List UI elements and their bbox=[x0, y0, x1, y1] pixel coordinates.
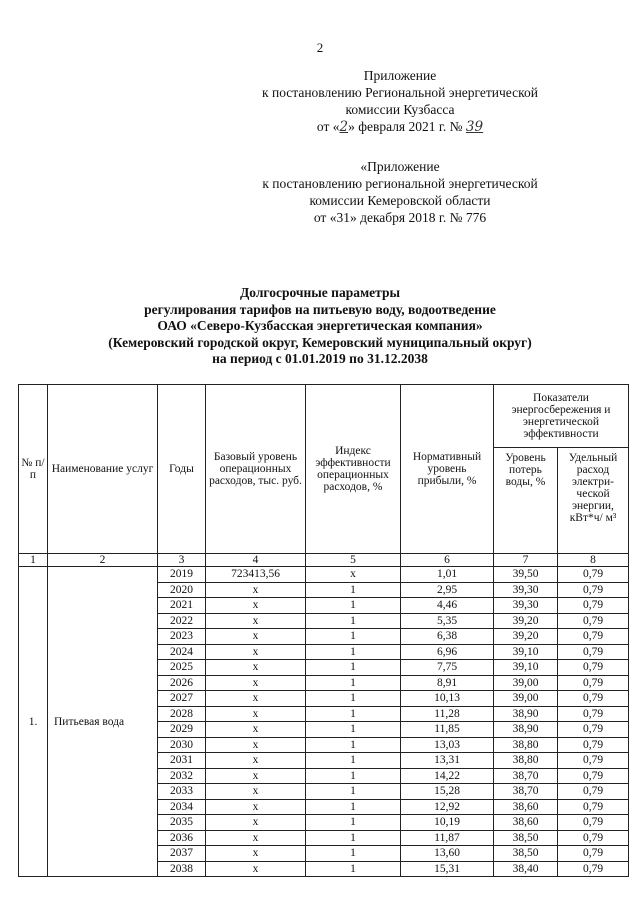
cell-profit-level: 14,22 bbox=[401, 768, 494, 784]
cell-energy-consumption: 0,79 bbox=[558, 753, 629, 769]
cell-base-costs: х bbox=[206, 753, 306, 769]
cell-energy-consumption: 0,79 bbox=[558, 644, 629, 660]
cell-energy-consumption: 0,79 bbox=[558, 722, 629, 738]
cell-energy-consumption: 0,79 bbox=[558, 691, 629, 707]
cell-year: 2022 bbox=[158, 613, 206, 629]
appendix-header-new bbox=[240, 67, 560, 136]
cell-profit-level: 6,96 bbox=[401, 644, 494, 660]
cell-efficiency-index: 1 bbox=[306, 768, 401, 784]
cell-efficiency-index: 1 bbox=[306, 737, 401, 753]
column-number: 4 bbox=[206, 554, 306, 567]
appendix-line: «Приложение bbox=[360, 159, 440, 174]
cell-water-losses: 38,70 bbox=[494, 784, 558, 800]
title-line: регулирования тарифов на питьевую воду, водоотведение bbox=[144, 301, 496, 317]
cell-base-costs: х bbox=[206, 815, 306, 831]
cell-efficiency-index: 1 bbox=[306, 629, 401, 645]
cell-energy-consumption: 0,79 bbox=[558, 830, 629, 846]
cell-base-costs: х bbox=[206, 675, 306, 691]
cell-energy-consumption: 0,79 bbox=[558, 629, 629, 645]
cell-efficiency-index: 1 bbox=[306, 753, 401, 769]
cell-efficiency-index: 1 bbox=[306, 660, 401, 676]
cell-base-costs: х bbox=[206, 846, 306, 862]
cell-efficiency-index: 1 bbox=[306, 644, 401, 660]
table-row bbox=[19, 567, 629, 583]
cell-efficiency-index: 1 bbox=[306, 691, 401, 707]
cell-efficiency-index: 1 bbox=[306, 799, 401, 815]
cell-water-losses: 38,90 bbox=[494, 722, 558, 738]
cell-water-losses: 38,50 bbox=[494, 830, 558, 846]
cell-profit-level: 13,03 bbox=[401, 737, 494, 753]
cell-energy-consumption: 0,79 bbox=[558, 768, 629, 784]
cell-water-losses: 38,70 bbox=[494, 768, 558, 784]
appendix-line: комиссии Кемеровской области bbox=[309, 193, 491, 208]
header-energy-consumption: Удельный расход электри-ческой энергии, кВт*ч/ м³ bbox=[558, 448, 629, 554]
cell-base-costs: х bbox=[206, 706, 306, 722]
cell-energy-consumption: 0,79 bbox=[558, 784, 629, 800]
cell-water-losses: 38,50 bbox=[494, 846, 558, 862]
handwritten-day: 2 bbox=[339, 119, 349, 135]
cell-efficiency-index: 1 bbox=[306, 722, 401, 738]
cell-efficiency-index: 1 bbox=[306, 830, 401, 846]
cell-year: 2026 bbox=[158, 675, 206, 691]
cell-water-losses: 39,30 bbox=[494, 582, 558, 598]
cell-year: 2021 bbox=[158, 598, 206, 614]
cell-efficiency-index: х bbox=[306, 567, 401, 583]
cell-profit-level: 15,31 bbox=[401, 861, 494, 877]
cell-energy-consumption: 0,79 bbox=[558, 846, 629, 862]
cell-water-losses: 38,40 bbox=[494, 861, 558, 877]
cell-base-costs: х bbox=[206, 737, 306, 753]
cell-year: 2024 bbox=[158, 644, 206, 660]
title-line: на период с 01.01.2019 по 31.12.2038 bbox=[212, 351, 428, 366]
cell-profit-level: 11,85 bbox=[401, 722, 494, 738]
cell-energy-consumption: 0,79 bbox=[558, 815, 629, 831]
header-base-costs: Базовый уровень операционных расходов, тыс. руб. bbox=[206, 385, 306, 554]
header-profit: Нормативный уровень прибыли, % bbox=[401, 385, 494, 554]
cell-water-losses: 38,80 bbox=[494, 737, 558, 753]
cell-profit-level: 1,01 bbox=[401, 567, 494, 583]
cell-water-losses: 39,00 bbox=[494, 691, 558, 707]
column-number: 6 bbox=[401, 554, 494, 567]
header-service: Наименование услуг bbox=[48, 385, 158, 554]
appendix-line: от «31» декабря 2018 г. № 776 bbox=[313, 210, 487, 225]
row-number: 1. bbox=[19, 567, 48, 877]
cell-base-costs: х bbox=[206, 799, 306, 815]
cell-profit-level: 13,31 bbox=[401, 753, 494, 769]
cell-profit-level: 4,46 bbox=[401, 598, 494, 614]
cell-base-costs: х bbox=[206, 784, 306, 800]
cell-profit-level: 15,28 bbox=[401, 784, 494, 800]
cell-year: 2038 bbox=[158, 861, 206, 877]
header-years: Годы bbox=[158, 385, 206, 554]
cell-base-costs: х bbox=[206, 691, 306, 707]
appendix-line: Приложение bbox=[363, 68, 437, 83]
cell-base-costs: х bbox=[206, 582, 306, 598]
appendix-line: к постановлению региональной энергетической bbox=[262, 176, 538, 191]
cell-water-losses: 39,20 bbox=[494, 629, 558, 645]
cell-profit-level: 10,19 bbox=[401, 815, 494, 831]
cell-base-costs: х bbox=[206, 722, 306, 738]
cell-base-costs: х bbox=[206, 830, 306, 846]
appendix-header-old bbox=[240, 158, 560, 226]
column-number: 3 bbox=[158, 554, 206, 567]
cell-profit-level: 13,60 bbox=[401, 846, 494, 862]
cell-water-losses: 39,10 bbox=[494, 644, 558, 660]
cell-base-costs: х bbox=[206, 768, 306, 784]
cell-base-costs: х bbox=[206, 660, 306, 676]
cell-year: 2028 bbox=[158, 706, 206, 722]
cell-energy-consumption: 0,79 bbox=[558, 799, 629, 815]
cell-efficiency-index: 1 bbox=[306, 582, 401, 598]
cell-efficiency-index: 1 bbox=[306, 846, 401, 862]
cell-year: 2032 bbox=[158, 768, 206, 784]
cell-year: 2035 bbox=[158, 815, 206, 831]
title-line: Долгосрочные параметры bbox=[240, 285, 400, 300]
cell-profit-level: 12,92 bbox=[401, 799, 494, 815]
cell-energy-consumption: 0,79 bbox=[558, 613, 629, 629]
cell-year: 2025 bbox=[158, 660, 206, 676]
handwritten-number: 39 bbox=[465, 119, 484, 135]
title-line: (Кемеровский городской округ, Кемеровский муниципальный округ) bbox=[108, 334, 532, 350]
header-efficiency-index: Индекс эффективности операционных расходов, % bbox=[306, 385, 401, 554]
page-number: 2 bbox=[316, 40, 324, 55]
cell-year: 2033 bbox=[158, 784, 206, 800]
date-prefix: от « bbox=[316, 119, 340, 134]
title-line: ОАО «Северо-Кузбасская энергетическая компания» bbox=[157, 318, 483, 333]
cell-profit-level: 11,87 bbox=[401, 830, 494, 846]
column-number: 2 bbox=[48, 554, 158, 567]
cell-water-losses: 39,10 bbox=[494, 660, 558, 676]
header-no: № п/п bbox=[19, 385, 48, 554]
cell-efficiency-index: 1 bbox=[306, 815, 401, 831]
cell-energy-consumption: 0,79 bbox=[558, 567, 629, 583]
cell-energy-consumption: 0,79 bbox=[558, 675, 629, 691]
cell-energy-consumption: 0,79 bbox=[558, 737, 629, 753]
column-number: 7 bbox=[494, 554, 558, 567]
cell-year: 2019 bbox=[158, 567, 206, 583]
date-middle: » февраля 2021 г. № bbox=[348, 119, 463, 134]
cell-energy-consumption: 0,79 bbox=[558, 706, 629, 722]
column-number-row bbox=[19, 554, 629, 567]
cell-efficiency-index: 1 bbox=[306, 613, 401, 629]
cell-efficiency-index: 1 bbox=[306, 706, 401, 722]
cell-water-losses: 38,90 bbox=[494, 706, 558, 722]
cell-efficiency-index: 1 bbox=[306, 784, 401, 800]
cell-water-losses: 39,50 bbox=[494, 567, 558, 583]
cell-energy-consumption: 0,79 bbox=[558, 660, 629, 676]
cell-base-costs: х bbox=[206, 598, 306, 614]
appendix-line: к постановлению Региональной энергетической bbox=[262, 85, 538, 100]
cell-water-losses: 39,00 bbox=[494, 675, 558, 691]
header-energy-group: Показатели энергосбережения и энергетической эффективности bbox=[494, 385, 629, 448]
cell-profit-level: 7,75 bbox=[401, 660, 494, 676]
cell-base-costs: х bbox=[206, 613, 306, 629]
cell-water-losses: 39,20 bbox=[494, 613, 558, 629]
column-number: 5 bbox=[306, 554, 401, 567]
document-title bbox=[0, 285, 640, 368]
cell-profit-level: 10,13 bbox=[401, 691, 494, 707]
cell-year: 2020 bbox=[158, 582, 206, 598]
appendix-date bbox=[240, 118, 560, 136]
cell-energy-consumption: 0,79 bbox=[558, 861, 629, 877]
cell-profit-level: 5,35 bbox=[401, 613, 494, 629]
column-number: 1 bbox=[19, 554, 48, 567]
cell-profit-level: 2,95 bbox=[401, 582, 494, 598]
cell-base-costs: 723413,56 bbox=[206, 567, 306, 583]
column-number: 8 bbox=[558, 554, 629, 567]
cell-energy-consumption: 0,79 bbox=[558, 598, 629, 614]
cell-profit-level: 8,91 bbox=[401, 675, 494, 691]
appendix-line: комиссии Кузбасса bbox=[345, 102, 455, 117]
cell-year: 2027 bbox=[158, 691, 206, 707]
tariff-parameters-table bbox=[18, 384, 629, 877]
cell-efficiency-index: 1 bbox=[306, 675, 401, 691]
cell-year: 2036 bbox=[158, 830, 206, 846]
cell-efficiency-index: 1 bbox=[306, 861, 401, 877]
cell-year: 2037 bbox=[158, 846, 206, 862]
cell-base-costs: х bbox=[206, 644, 306, 660]
cell-efficiency-index: 1 bbox=[306, 598, 401, 614]
cell-water-losses: 38,60 bbox=[494, 799, 558, 815]
cell-base-costs: х bbox=[206, 861, 306, 877]
cell-water-losses: 38,60 bbox=[494, 815, 558, 831]
cell-year: 2030 bbox=[158, 737, 206, 753]
cell-water-losses: 38,80 bbox=[494, 753, 558, 769]
service-name: Питьевая вода bbox=[48, 567, 158, 877]
cell-profit-level: 6,38 bbox=[401, 629, 494, 645]
cell-energy-consumption: 0,79 bbox=[558, 582, 629, 598]
cell-year: 2029 bbox=[158, 722, 206, 738]
cell-year: 2031 bbox=[158, 753, 206, 769]
header-water-losses: Уровень потерь воды, % bbox=[494, 448, 558, 554]
cell-year: 2023 bbox=[158, 629, 206, 645]
cell-base-costs: х bbox=[206, 629, 306, 645]
cell-profit-level: 11,28 bbox=[401, 706, 494, 722]
cell-water-losses: 39,30 bbox=[494, 598, 558, 614]
cell-year: 2034 bbox=[158, 799, 206, 815]
